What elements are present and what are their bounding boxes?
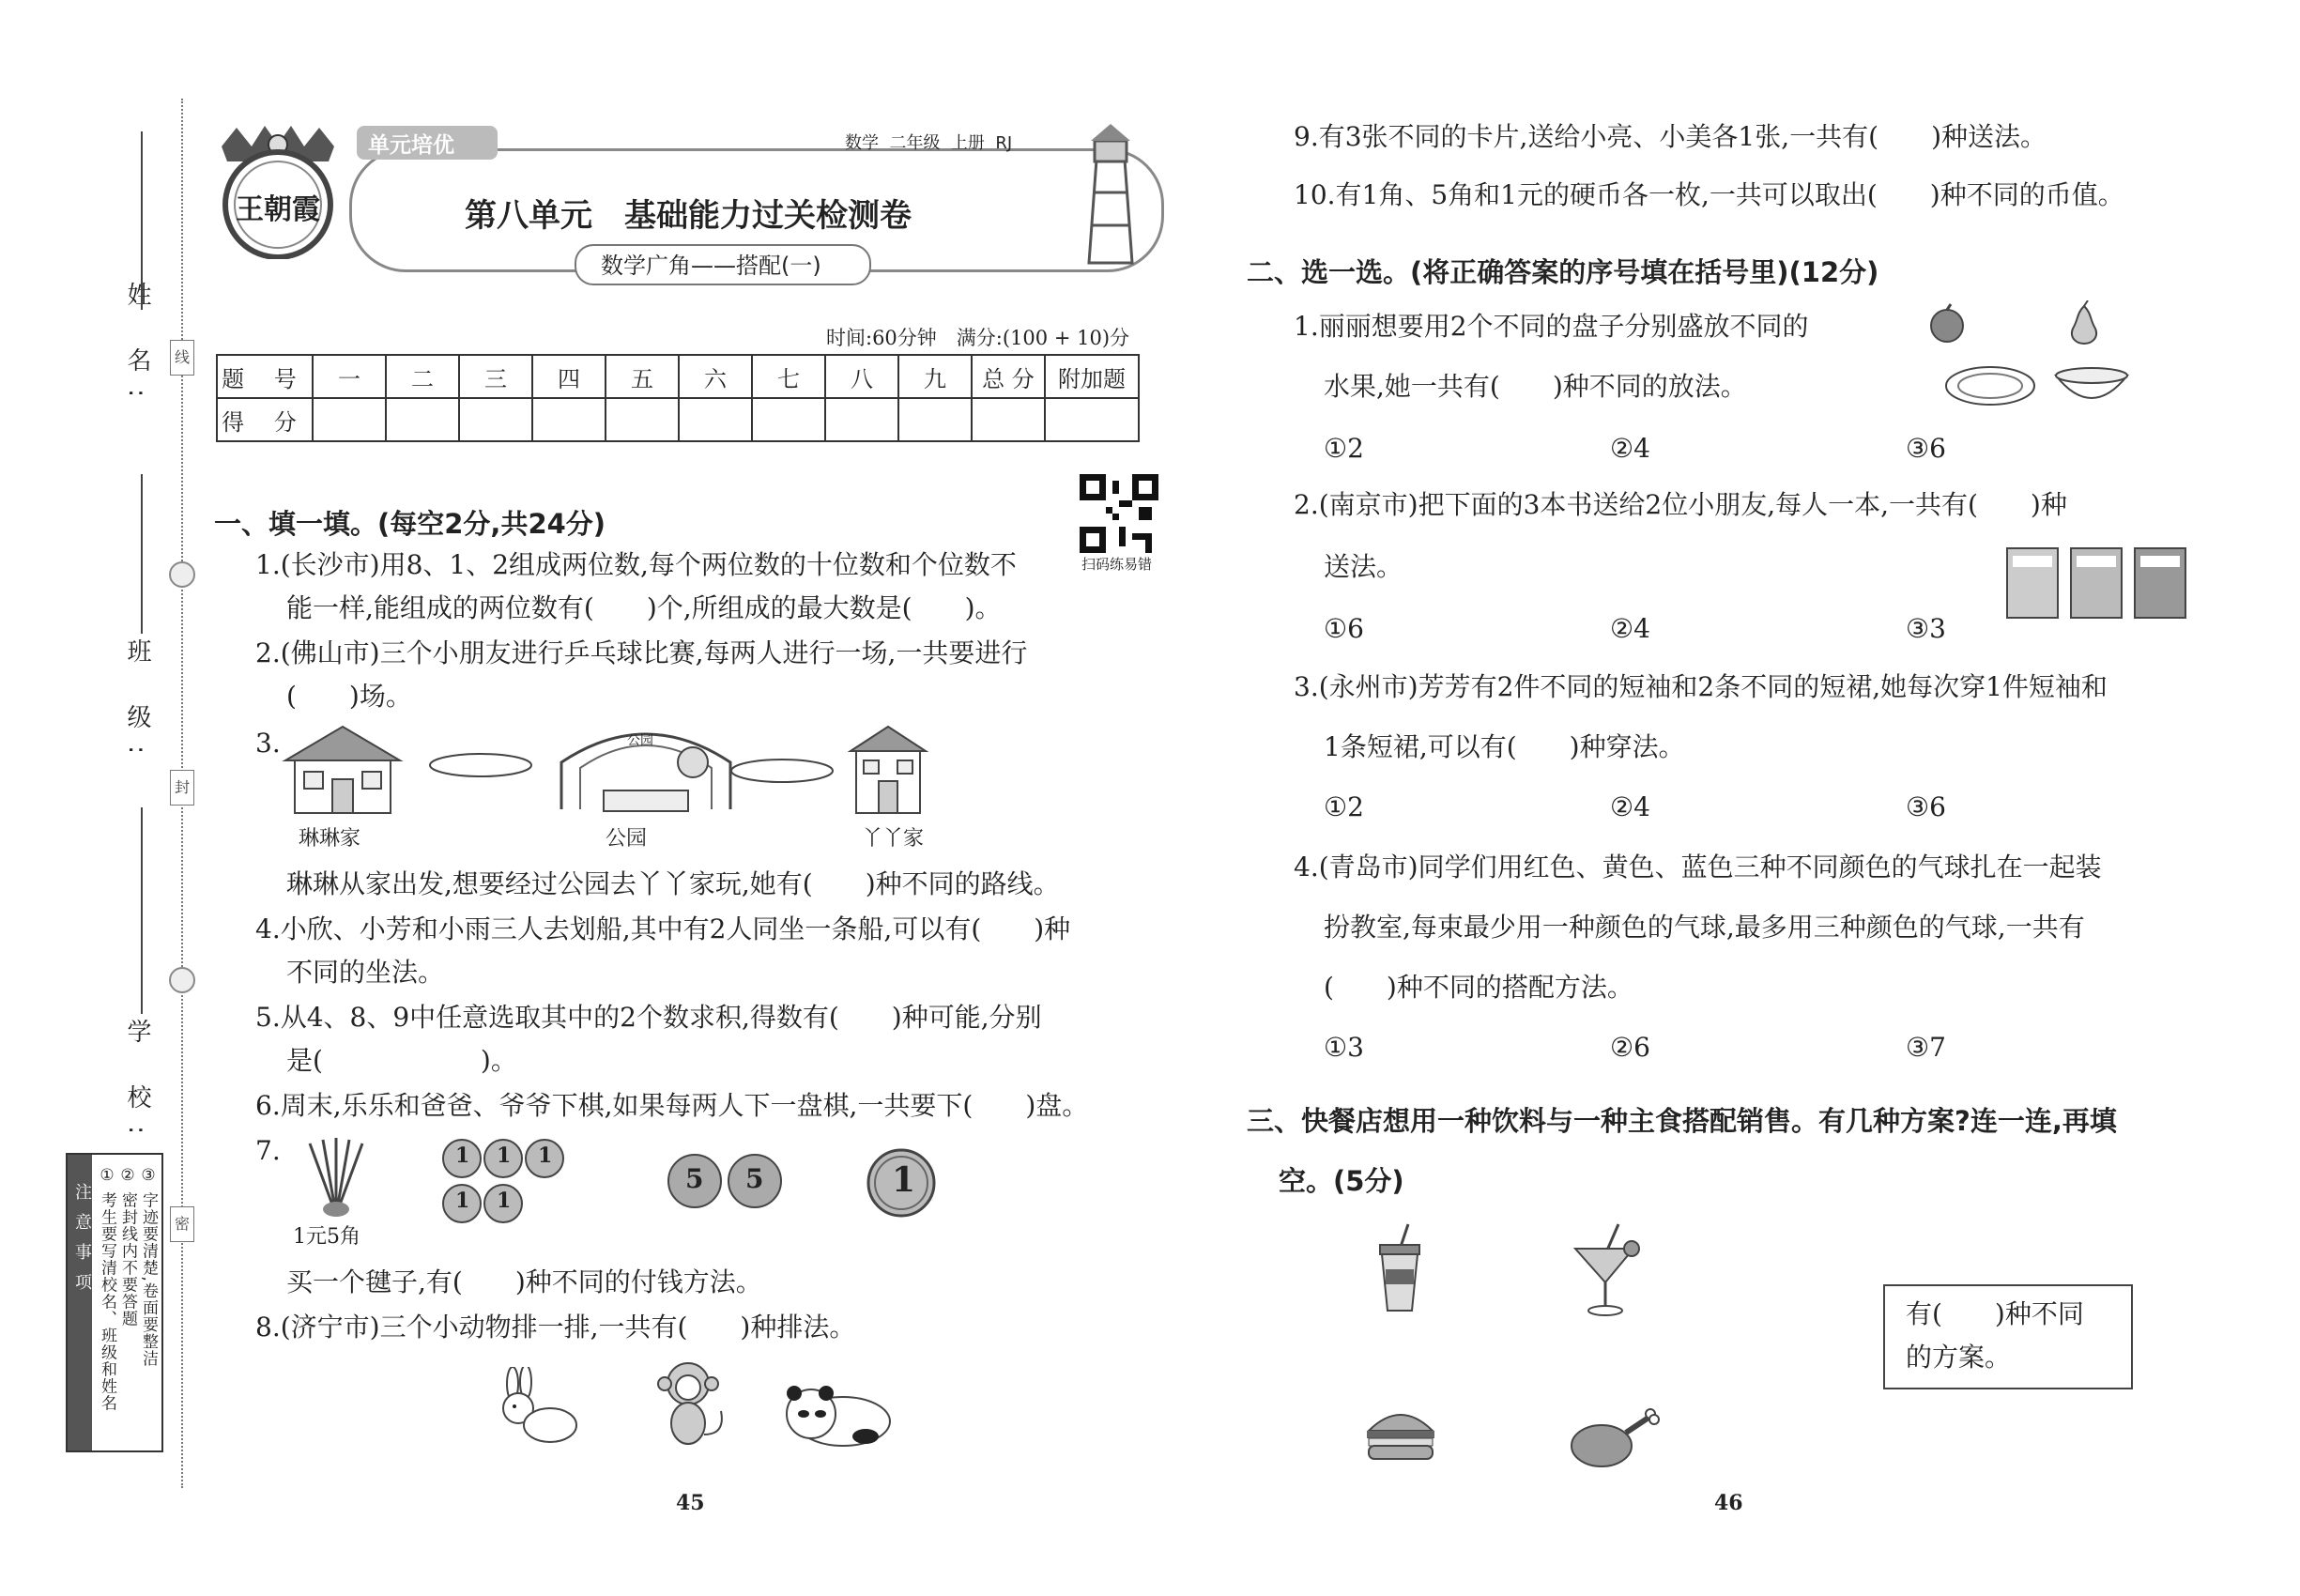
section2-title: 二、选一选。(将正确答案的序号填在括号里)(12分) (1247, 256, 1879, 288)
q1-line1: 1.(长沙市)用8、1、2组成两位数,每个两位数的十位数和个位数不 (255, 549, 1017, 580)
score-input-cell[interactable] (532, 398, 606, 441)
notes-box (66, 1153, 163, 1452)
score-cell: 附加题 (1045, 355, 1139, 398)
coin-face-jiao1: 1 (455, 1143, 470, 1168)
house-icon (282, 723, 404, 817)
s2q4-opt-1[interactable]: ①3 (1324, 1032, 1364, 1063)
answer-box-line2: 的方案。 (1906, 1342, 2012, 1373)
s2q2-line1: 2.(南京市)把下面的3本书送给2位小朋友,每人一本,一共有( )种 (1294, 489, 2067, 520)
section3-line2: 空。(5分) (1279, 1165, 1404, 1197)
note-2: ② 密封线内不要答题 (118, 1166, 137, 1327)
seal-char-1: 线 (170, 340, 194, 376)
score-cell: 五 (606, 355, 679, 398)
s2q3-line2: 1条短裙,可以有( )种穿法。 (1324, 731, 1685, 762)
binding-hole-1 (169, 561, 195, 588)
seal-char-3: 密 (170, 1206, 194, 1242)
score-cell: 二 (386, 355, 459, 398)
label-yaya-home: 丫丫家 (862, 827, 925, 851)
score-table (216, 354, 1140, 442)
monkey-icon (646, 1359, 730, 1453)
s2q2-line2: 送法。 (1324, 551, 1403, 582)
seal-char-2: 封 (170, 770, 194, 806)
coin-face-jiao1: 1 (538, 1143, 553, 1168)
coin-face-jiao1: 1 (497, 1189, 512, 1213)
shuttlecock-price: 1元5角 (293, 1225, 360, 1249)
q4-line1: 4.小欣、小芳和小雨三人去划船,其中有2人同坐一条船,可以有( )种 (255, 913, 1071, 944)
s2q2-opt-2[interactable]: ②4 (1610, 613, 1650, 644)
brand-logo (208, 120, 347, 259)
coin-face-jiao1: 1 (497, 1143, 512, 1168)
score-header-row (217, 355, 1139, 398)
score-input-cell[interactable] (752, 398, 825, 441)
label-park: 公园 (606, 827, 648, 851)
score-cell: 九 (898, 355, 972, 398)
q5-line1: 5.从4、8、9中任意选取其中的2个数求积,得数有( )种可能,分别 (255, 1002, 1042, 1033)
score-input-cell[interactable] (972, 398, 1045, 441)
panda-icon (775, 1371, 897, 1450)
q5-line2: 是( )。 (286, 1045, 517, 1076)
q3-number: 3. (255, 728, 281, 759)
brand-logo-text: 王朝霞 (236, 193, 320, 226)
plate-bowl-icon (2052, 364, 2131, 407)
name-label: 姓 名: (123, 282, 151, 415)
q10: 10.有1角、5角和1元的硬币各一枚,一共可以取出( )种不同的币值。 (1294, 179, 2124, 210)
note-3: ③ 字迹要清楚,卷面要整洁 (139, 1166, 158, 1367)
score-cell: 三 (459, 355, 532, 398)
s2q4-line1: 4.(青岛市)同学们用红色、黄色、蓝色三种不同颜色的气球扎在一起装 (1294, 852, 2102, 882)
score-value-row (217, 398, 1139, 441)
page-title: 第八单元 基础能力过关检测卷 (465, 197, 912, 235)
meta-info: 数学 二年级 上册 RJ (845, 133, 1013, 153)
name-line (141, 131, 143, 310)
school-line (141, 807, 143, 1014)
score-cell: 一 (313, 355, 386, 398)
qr-code[interactable] (1080, 474, 1158, 557)
hamburger-icon[interactable] (1363, 1404, 1438, 1465)
q1-line2: 能一样,能组成的两位数有( )个,所组成的最大数是( )。 (286, 592, 1002, 623)
park-gate-icon (552, 715, 740, 819)
plate-round-icon (1943, 364, 2037, 407)
answer-box[interactable] (1883, 1284, 2133, 1389)
yuan1-coin (866, 1147, 937, 1219)
s2q1-line2: 水果,她一共有( )种不同的放法。 (1324, 371, 1747, 402)
score-input-cell[interactable] (459, 398, 532, 441)
s2q4-line2: 扮教室,每束最少用一种颜色的气球,最多用三种颜色的气球,一共有 (1324, 912, 2085, 943)
s2q4-opt-2[interactable]: ②6 (1610, 1032, 1650, 1063)
binding-hole-2 (169, 967, 195, 993)
s2q4-opt-3[interactable]: ③7 (1906, 1032, 1946, 1063)
s2q1-opt-1[interactable]: ①2 (1324, 433, 1364, 464)
s2q2-opt-3[interactable]: ③3 (1906, 613, 1946, 644)
note-1: ① 考生要写清校名、班级和姓名 (98, 1166, 116, 1412)
book-icons (2005, 546, 2189, 620)
s2q3-line1: 3.(永州市)芳芳有2件不同的短袖和2条不同的短裙,她每次穿1件短袖和 (1294, 671, 2108, 702)
score-input-cell[interactable] (1045, 398, 1139, 441)
park-sign: 公园 (627, 733, 653, 748)
s2q1-line1: 1.丽丽想要用2个不同的盘子分别盛放不同的 (1294, 311, 1809, 342)
chicken-leg-icon[interactable] (1566, 1408, 1660, 1470)
q9: 9.有3张不同的卡片,送给小亮、小美各1张,一共有( )种送法。 (1294, 121, 2047, 152)
q2-line1: 2.(佛山市)三个小朋友进行乒乓球比赛,每两人进行一场,一共要进行 (255, 637, 1028, 668)
score-cell: 总 分 (972, 355, 1045, 398)
route-ellipse-2[interactable] (728, 757, 836, 785)
score-input-cell[interactable] (606, 398, 679, 441)
shuttlecock-icon (299, 1134, 374, 1219)
time-info: 时间:60分钟 满分:(100 + 10)分 (826, 327, 1130, 349)
score-cell: 八 (825, 355, 898, 398)
section3-line1: 三、快餐店想用一种饮料与一种主食搭配销售。有几种方案?连一连,再填 (1247, 1105, 2117, 1137)
score-input-cell[interactable] (386, 398, 459, 441)
label-linlin-home: 琳琳家 (299, 827, 361, 851)
s2q3-opt-2[interactable]: ②4 (1610, 791, 1650, 822)
score-input-cell[interactable] (679, 398, 752, 441)
coin-face-jiao1: 1 (455, 1189, 470, 1213)
score-row-label: 得 分 (217, 398, 313, 441)
q6: 6.周末,乐乐和爸爸、爷爷下棋,如果每两人下一盘棋,一共要下( )盘。 (255, 1090, 1089, 1121)
answer-box-line1: 有( )种不同 (1906, 1298, 2084, 1329)
s2q3-opt-1[interactable]: ①2 (1324, 791, 1364, 822)
lighthouse-icon (1078, 122, 1143, 276)
score-input-cell[interactable] (825, 398, 898, 441)
class-label: 班 级: (123, 638, 151, 772)
coin-face-yuan1: 1 (892, 1160, 916, 1200)
jiao1-coins (441, 1136, 582, 1230)
series-label: 单元培优 (368, 133, 454, 158)
page-number-right: 46 (1714, 1491, 1743, 1515)
q3-text: 琳琳从家出发,想要经过公园去丫丫家玩,她有( )种不同的路线。 (286, 868, 1060, 899)
section1-title: 一、填一填。(每空2分,共24分) (214, 508, 606, 540)
q4-line2: 不同的坐法。 (286, 957, 445, 988)
drink-cup-icon[interactable] (1367, 1220, 1433, 1314)
page-subtitle: 数学广角——搭配(一) (601, 253, 821, 279)
house2-icon (832, 723, 944, 817)
notes-title: 注意事项 (68, 1155, 92, 1450)
score-input-cell[interactable] (898, 398, 972, 441)
apple-icon (1926, 302, 1968, 344)
score-cell: 题 号 (217, 355, 313, 398)
school-label: 学 校: (123, 1019, 151, 1152)
coin-face-jiao5: 5 (745, 1163, 764, 1194)
pear-icon (2065, 300, 2103, 345)
q2-line2: ( )场。 (286, 681, 412, 712)
q7-number: 7. (255, 1135, 281, 1166)
rabbit-icon (484, 1367, 588, 1451)
coin-face-jiao5: 5 (685, 1163, 704, 1194)
q8: 8.(济宁市)三个小动物排一排,一共有( )种排法。 (255, 1312, 856, 1343)
s2q3-opt-3[interactable]: ③6 (1906, 791, 1946, 822)
s2q2-opt-1[interactable]: ①6 (1324, 613, 1364, 644)
q7-text: 买一个毽子,有( )种不同的付钱方法。 (286, 1266, 762, 1297)
jiao5-coins (665, 1151, 796, 1211)
s2q4-line3: ( )种不同的搭配方法。 (1324, 972, 1633, 1003)
class-line (141, 474, 143, 634)
s2q1-opt-2[interactable]: ②4 (1610, 433, 1650, 464)
score-cell: 七 (752, 355, 825, 398)
cocktail-icon[interactable] (1562, 1220, 1647, 1318)
route-ellipse-1[interactable] (427, 751, 534, 779)
score-cell: 六 (679, 355, 752, 398)
score-cell: 四 (532, 355, 606, 398)
s2q1-opt-3[interactable]: ③6 (1906, 433, 1946, 464)
page-number-left: 45 (676, 1491, 705, 1515)
score-input-cell[interactable] (313, 398, 386, 441)
qr-caption: 扫码练易错 (1081, 556, 1153, 573)
